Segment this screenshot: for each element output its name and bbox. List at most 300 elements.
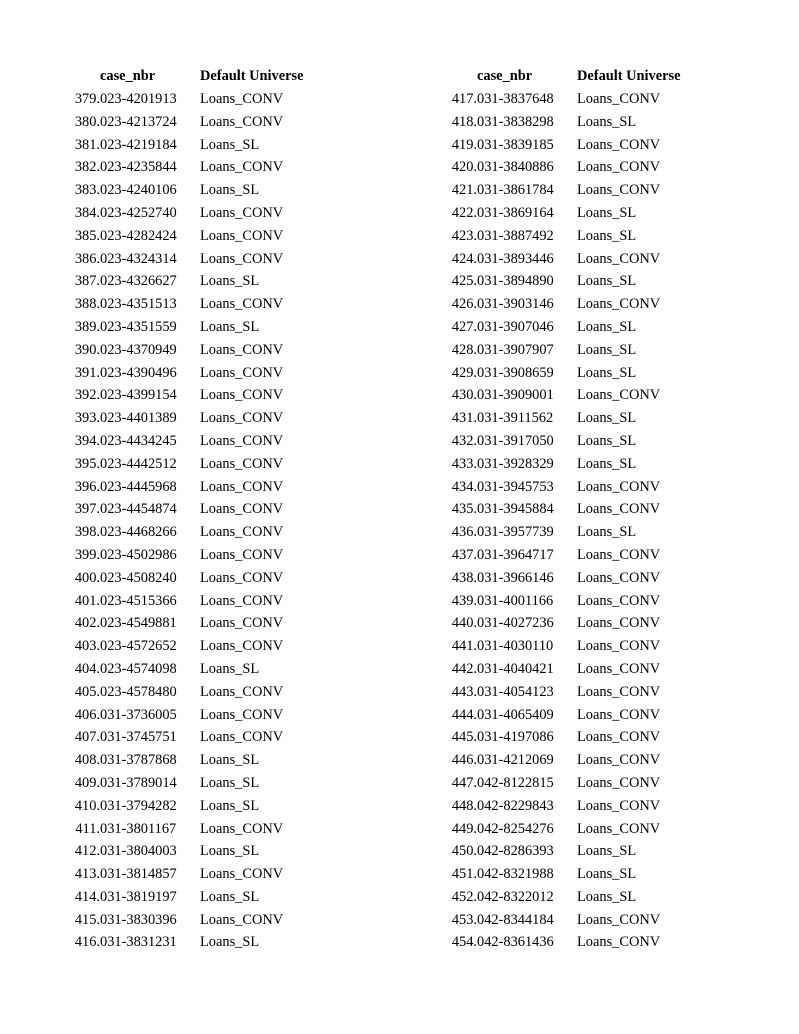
table-header-row [52, 65, 350, 88]
table-row [429, 635, 727, 658]
case-nbr-cell: 031-4040421 [477, 660, 554, 677]
case-nbr-cell: 031-3789014 [100, 774, 177, 791]
row-index: 401. [74, 592, 100, 609]
table-row [429, 544, 727, 567]
table-row [429, 339, 727, 362]
row-index: 402. [74, 615, 100, 632]
default-universe-cell: Loans_SL [200, 934, 260, 951]
case-nbr-header: case_nbr [477, 68, 533, 85]
case-nbr-cell: 031-3957739 [477, 524, 554, 541]
default-universe-cell: Loans_SL [577, 866, 637, 883]
default-universe-cell: Loans_SL [577, 843, 637, 860]
default-universe-cell: Loans_CONV [577, 91, 661, 107]
case-nbr-cell: 023-4401389 [100, 410, 177, 427]
table-row [52, 407, 350, 430]
default-universe-cell: Loans_SL [200, 660, 260, 677]
row-index: 382. [74, 159, 100, 176]
table-row [429, 840, 727, 863]
default-universe-cell: Loans_CONV [200, 706, 284, 723]
row-index: 449. [451, 820, 477, 837]
default-universe-cell: Loans_CONV [200, 729, 284, 746]
case-nbr-cell: 031-3917050 [477, 432, 554, 449]
case-nbr-cell: 031-4001166 [477, 592, 554, 609]
default-universe-cell: Loans_CONV [200, 387, 284, 404]
case-nbr-cell: 031-4027236 [477, 615, 554, 632]
default-universe-header: Default Universe [200, 68, 304, 85]
row-index: 427. [451, 318, 477, 335]
case-nbr-cell: 031-3837648 [477, 91, 554, 107]
default-universe-cell: Loans_CONV [200, 341, 284, 358]
table-row [429, 384, 727, 407]
table-row [52, 909, 350, 932]
table-row [52, 818, 350, 841]
case-nbr-cell: 031-3830396 [100, 911, 177, 928]
case-nbr-cell: 031-3736005 [100, 706, 177, 723]
default-universe-cell: Loans_CONV [577, 250, 661, 267]
default-universe-cell: Loans_CONV [577, 296, 661, 313]
row-index: 386. [74, 250, 100, 267]
table-row [429, 795, 727, 818]
table-row [52, 567, 350, 590]
case-nbr-cell: 031-3945884 [477, 501, 554, 518]
row-index: 395. [74, 455, 100, 472]
case-nbr-cell: 031-3840886 [477, 159, 554, 176]
table-row [429, 453, 727, 476]
default-universe-cell: Loans_CONV [200, 159, 284, 176]
default-universe-cell: Loans_SL [577, 410, 637, 427]
table-row [52, 863, 350, 886]
default-universe-cell: Loans_CONV [200, 250, 284, 267]
table-row [52, 886, 350, 909]
case-nbr-cell: 023-4399154 [100, 387, 177, 404]
table-row [52, 362, 350, 385]
table-row [429, 909, 727, 932]
default-universe-cell: Loans_CONV [577, 615, 661, 632]
default-universe-cell: Loans_SL [577, 204, 637, 221]
table-row [429, 612, 727, 635]
row-index: 392. [74, 387, 100, 404]
row-index: 413. [74, 866, 100, 883]
case-nbr-cell: 023-4390496 [100, 364, 177, 381]
row-index: 389. [74, 318, 100, 335]
default-universe-cell: Loans_CONV [577, 546, 661, 563]
row-index: 400. [74, 569, 100, 586]
default-universe-cell: Loans_CONV [200, 569, 284, 586]
default-universe-cell: Loans_CONV [200, 296, 284, 313]
left-data-table [52, 65, 350, 954]
table-row [429, 362, 727, 385]
table-row [52, 749, 350, 772]
row-index: 441. [451, 638, 477, 655]
case-nbr-cell: 031-3909001 [477, 387, 554, 404]
table-row [52, 612, 350, 635]
table-row [52, 931, 350, 954]
table-row [52, 521, 350, 544]
right-data-table [429, 65, 727, 954]
case-nbr-cell: 042-8321988 [477, 866, 554, 883]
case-nbr-cell: 023-4213724 [100, 113, 177, 130]
case-nbr-cell: 031-3831231 [100, 934, 177, 951]
case-nbr-cell: 031-3838298 [477, 113, 554, 130]
case-nbr-cell: 042-8122815 [477, 774, 554, 791]
case-nbr-cell: 031-4054123 [477, 683, 554, 700]
default-universe-cell: Loans_CONV [200, 524, 284, 541]
case-nbr-cell: 031-4030110 [477, 638, 554, 655]
row-index: 390. [74, 341, 100, 358]
default-universe-cell: Loans_CONV [200, 820, 284, 837]
row-index: 452. [451, 888, 477, 905]
table-row [429, 681, 727, 704]
row-index: 415. [74, 911, 100, 928]
default-universe-cell: Loans_CONV [577, 683, 661, 700]
table-row [429, 88, 727, 111]
case-nbr-cell: 023-4549881 [100, 615, 177, 632]
row-index: 438. [451, 569, 477, 586]
row-index: 436. [451, 524, 477, 541]
table-row [52, 179, 350, 202]
case-nbr-cell: 031-3903146 [477, 296, 554, 313]
case-nbr-cell: 031-3964717 [477, 546, 554, 563]
table-row [52, 704, 350, 727]
row-index: 381. [74, 136, 100, 153]
table-row [429, 726, 727, 749]
table-row [52, 544, 350, 567]
default-universe-cell: Loans_SL [577, 455, 637, 472]
table-header-row [429, 65, 727, 88]
row-index: 410. [74, 797, 100, 814]
default-universe-cell: Loans_SL [577, 341, 637, 358]
case-nbr-cell: 023-4370949 [100, 341, 177, 358]
default-universe-cell: Loans_CONV [200, 364, 284, 381]
case-nbr-cell: 031-3887492 [477, 227, 554, 244]
default-universe-cell: Loans_SL [200, 182, 260, 199]
default-universe-cell: Loans_SL [577, 888, 637, 905]
case-nbr-cell: 031-3869164 [477, 204, 554, 221]
row-index: 396. [74, 478, 100, 495]
case-nbr-cell: 031-4197086 [477, 729, 554, 746]
row-index: 404. [74, 660, 100, 677]
default-universe-cell: Loans_CONV [577, 752, 661, 769]
row-index: 445. [451, 729, 477, 746]
case-nbr-cell: 023-4351559 [100, 318, 177, 335]
table-row [52, 430, 350, 453]
default-universe-cell: Loans_CONV [200, 478, 284, 495]
row-index: 383. [74, 182, 100, 199]
table-row [52, 225, 350, 248]
table-row [52, 248, 350, 271]
table-row [52, 498, 350, 521]
row-index: 437. [451, 546, 477, 563]
default-universe-cell: Loans_SL [577, 273, 637, 290]
table-row [52, 476, 350, 499]
case-nbr-cell: 042-8361436 [477, 934, 554, 951]
table-row [429, 521, 727, 544]
case-nbr-cell: 023-4282424 [100, 227, 177, 244]
case-nbr-cell: 031-3814857 [100, 866, 177, 883]
default-universe-cell: Loans_CONV [200, 683, 284, 700]
table-row [429, 270, 727, 293]
table-row [52, 453, 350, 476]
default-universe-cell: Loans_CONV [200, 227, 284, 244]
default-universe-cell: Loans_CONV [577, 934, 661, 951]
case-nbr-cell: 031-3801167 [100, 820, 177, 837]
case-nbr-cell: 023-4508240 [100, 569, 177, 586]
table-row [52, 156, 350, 179]
table-row [52, 658, 350, 681]
case-nbr-cell: 031-3861784 [477, 182, 554, 199]
default-universe-cell: Loans_CONV [577, 501, 661, 518]
row-index: 417. [451, 91, 477, 107]
case-nbr-cell: 031-3908659 [477, 364, 554, 381]
case-nbr-cell: 023-4252740 [100, 204, 177, 221]
default-universe-cell: Loans_CONV [200, 501, 284, 518]
row-index: 414. [74, 888, 100, 905]
row-index: 432. [451, 432, 477, 449]
default-universe-cell: Loans_CONV [577, 478, 661, 495]
default-universe-cell: Loans_CONV [200, 91, 284, 107]
case-nbr-cell: 031-3794282 [100, 797, 177, 814]
default-universe-cell: Loans_SL [577, 113, 637, 130]
default-universe-cell: Loans_CONV [200, 615, 284, 632]
row-index: 442. [451, 660, 477, 677]
right-table-body [429, 88, 727, 954]
row-index: 453. [451, 911, 477, 928]
row-index: 419. [451, 136, 477, 153]
row-index: 416. [74, 934, 100, 951]
case-nbr-cell: 023-4235844 [100, 159, 177, 176]
table-row [52, 202, 350, 225]
row-index: 450. [451, 843, 477, 860]
table-row [429, 590, 727, 613]
row-index: 451. [451, 866, 477, 883]
default-universe-cell: Loans_CONV [577, 706, 661, 723]
row-index: 387. [74, 273, 100, 290]
case-nbr-cell: 042-8322012 [477, 888, 554, 905]
default-universe-cell: Loans_CONV [577, 820, 661, 837]
case-nbr-cell: 031-3966146 [477, 569, 554, 586]
case-nbr-cell: 031-3745751 [100, 729, 177, 746]
case-nbr-cell: 042-8229843 [477, 797, 554, 814]
default-universe-cell: Loans_CONV [200, 911, 284, 928]
case-nbr-cell: 023-4578480 [100, 683, 177, 700]
row-index: 385. [74, 227, 100, 244]
default-universe-cell: Loans_CONV [200, 113, 284, 130]
table-row [52, 590, 350, 613]
case-nbr-cell: 031-3819197 [100, 888, 177, 905]
case-nbr-cell: 031-3911562 [477, 410, 554, 427]
row-index: 428. [451, 341, 477, 358]
row-index: 433. [451, 455, 477, 472]
case-nbr-cell: 031-4065409 [477, 706, 554, 723]
table-row [52, 134, 350, 157]
row-index: 408. [74, 752, 100, 769]
case-nbr-cell: 031-4212069 [477, 752, 554, 769]
case-nbr-cell: 042-8286393 [477, 843, 554, 860]
row-index: 447. [451, 774, 477, 791]
case-nbr-cell: 042-8254276 [477, 820, 554, 837]
case-nbr-cell: 023-4574098 [100, 660, 177, 677]
default-universe-cell: Loans_SL [577, 227, 637, 244]
table-row [52, 384, 350, 407]
table-row [429, 225, 727, 248]
default-universe-cell: Loans_SL [200, 752, 260, 769]
row-index: 425. [451, 273, 477, 290]
default-universe-cell: Loans_SL [200, 843, 260, 860]
row-index: 398. [74, 524, 100, 541]
default-universe-cell: Loans_SL [577, 432, 637, 449]
row-index: 418. [451, 113, 477, 130]
default-universe-cell: Loans_CONV [200, 410, 284, 427]
table-row [52, 726, 350, 749]
row-index: 406. [74, 706, 100, 723]
default-universe-cell: Loans_CONV [200, 455, 284, 472]
default-universe-cell: Loans_CONV [200, 546, 284, 563]
case-nbr-cell: 023-4442512 [100, 455, 177, 472]
case-nbr-header: case_nbr [100, 68, 156, 85]
row-index: 444. [451, 706, 477, 723]
table-row [429, 111, 727, 134]
row-index: 412. [74, 843, 100, 860]
default-universe-cell: Loans_SL [577, 318, 637, 335]
case-nbr-cell: 031-3804003 [100, 843, 177, 860]
table-row [429, 863, 727, 886]
case-nbr-cell: 031-3907907 [477, 341, 554, 358]
row-index: 448. [451, 797, 477, 814]
row-index: 424. [451, 250, 477, 267]
default-universe-cell: Loans_CONV [577, 638, 661, 655]
table-row [52, 681, 350, 704]
row-index: 393. [74, 410, 100, 427]
table-row [429, 202, 727, 225]
case-nbr-cell: 031-3787868 [100, 752, 177, 769]
table-row [429, 498, 727, 521]
default-universe-cell: Loans_SL [200, 136, 260, 153]
case-nbr-cell: 023-4454874 [100, 501, 177, 518]
row-index: 435. [451, 501, 477, 518]
case-nbr-cell: 031-3928329 [477, 455, 554, 472]
case-nbr-cell: 023-4572652 [100, 638, 177, 655]
default-universe-cell: Loans_CONV [577, 182, 661, 199]
table-row [429, 931, 727, 954]
case-nbr-cell: 023-4502986 [100, 546, 177, 563]
table-row [52, 316, 350, 339]
default-universe-header: Default Universe [577, 68, 681, 85]
index-header [429, 65, 477, 88]
row-index: 426. [451, 296, 477, 313]
row-index: 411. [75, 820, 100, 837]
case-nbr-cell: 042-8344184 [477, 911, 554, 928]
default-universe-cell: Loans_SL [577, 524, 637, 541]
case-nbr-cell: 031-3893446 [477, 250, 554, 267]
table-row [429, 248, 727, 271]
table-row [429, 704, 727, 727]
row-index: 431. [451, 410, 477, 427]
row-index: 407. [74, 729, 100, 746]
case-nbr-cell: 023-4445968 [100, 478, 177, 495]
row-index: 394. [74, 432, 100, 449]
default-universe-cell: Loans_CONV [577, 592, 661, 609]
default-universe-cell: Loans_CONV [577, 387, 661, 404]
table-row [52, 635, 350, 658]
row-index: 430. [451, 387, 477, 404]
default-universe-cell: Loans_SL [577, 364, 637, 381]
row-index: 391. [74, 364, 100, 381]
row-index: 403. [74, 638, 100, 655]
row-index: 384. [74, 204, 100, 221]
row-index: 420. [451, 159, 477, 176]
case-nbr-cell: 023-4515366 [100, 592, 177, 609]
case-nbr-cell: 023-4326627 [100, 273, 177, 290]
default-universe-cell: Loans_CONV [577, 136, 661, 153]
table-row [52, 840, 350, 863]
case-nbr-cell: 023-4201913 [100, 91, 177, 107]
table-row [52, 772, 350, 795]
row-index: 397. [74, 501, 100, 518]
row-index: 380. [74, 113, 100, 130]
table-row [52, 795, 350, 818]
table-row [52, 293, 350, 316]
default-universe-cell: Loans_CONV [577, 911, 661, 928]
row-index: 454. [451, 934, 477, 951]
table-row [429, 134, 727, 157]
table-row [429, 886, 727, 909]
table-row [429, 179, 727, 202]
table-row [52, 111, 350, 134]
default-universe-cell: Loans_CONV [577, 660, 661, 677]
case-nbr-cell: 023-4240106 [100, 182, 177, 199]
default-universe-cell: Loans_CONV [577, 774, 661, 791]
case-nbr-cell: 023-4434245 [100, 432, 177, 449]
table-row [429, 818, 727, 841]
default-universe-cell: Loans_SL [200, 318, 260, 335]
table-row [429, 749, 727, 772]
case-nbr-cell: 023-4468266 [100, 524, 177, 541]
table-row [52, 88, 350, 111]
table-row [429, 430, 727, 453]
default-universe-cell: Loans_CONV [577, 797, 661, 814]
table-row [429, 476, 727, 499]
table-row [52, 339, 350, 362]
default-universe-cell: Loans_SL [200, 797, 260, 814]
default-universe-cell: Loans_SL [200, 273, 260, 290]
table-row [429, 567, 727, 590]
default-universe-cell: Loans_CONV [577, 569, 661, 586]
case-nbr-cell: 031-3894890 [477, 273, 554, 290]
row-index: 421. [451, 182, 477, 199]
row-index: 405. [74, 683, 100, 700]
table-row [429, 658, 727, 681]
row-index: 399. [74, 546, 100, 563]
row-index: 379. [74, 91, 100, 107]
default-universe-cell: Loans_CONV [200, 432, 284, 449]
row-index: 440. [451, 615, 477, 632]
row-index: 388. [74, 296, 100, 313]
case-nbr-cell: 031-3907046 [477, 318, 554, 335]
index-header [52, 65, 100, 88]
default-universe-cell: Loans_CONV [577, 159, 661, 176]
table-row [429, 772, 727, 795]
row-index: 429. [451, 364, 477, 381]
row-index: 446. [451, 752, 477, 769]
table-row [429, 407, 727, 430]
default-universe-cell: Loans_SL [200, 774, 260, 791]
table-row [429, 156, 727, 179]
row-index: 409. [74, 774, 100, 791]
row-index: 439. [451, 592, 477, 609]
case-nbr-cell: 023-4351513 [100, 296, 177, 313]
table-row [429, 293, 727, 316]
table-row [52, 270, 350, 293]
